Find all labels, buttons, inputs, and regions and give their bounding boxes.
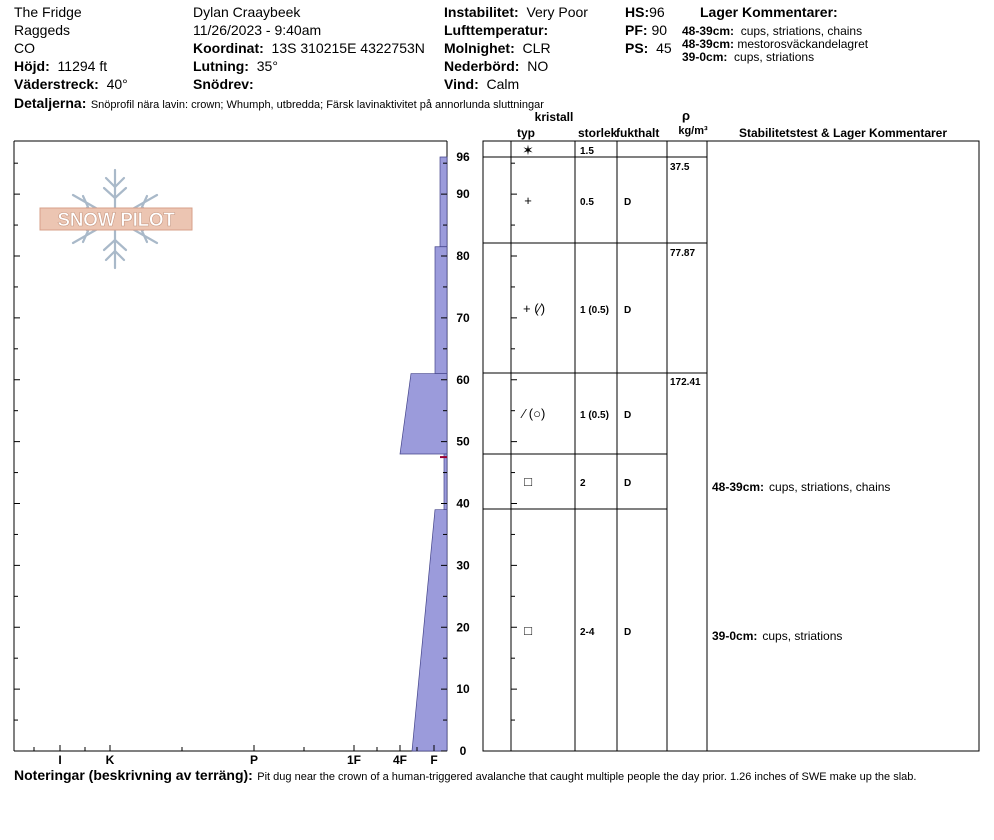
crystal-size: 1 (0.5) [580,410,609,421]
hardness-layer [444,454,447,510]
crystal-size: 1.5 [580,146,594,157]
hardness-tick-label: 4F [392,753,408,767]
ps: PS: 45 [625,40,672,56]
datetime: 11/26/2023 - 9:40am [193,22,322,38]
height-tick-label: 96 [456,150,470,164]
crystal-size: 1 (0.5) [580,305,609,316]
height-axis-labels [456,150,470,758]
hardness-tick-label: P [249,753,259,767]
moisture: D [624,627,632,638]
density-value: 77.87 [670,248,696,259]
height-tick-label: 0 [459,744,467,758]
air-temperature: Lufttemperatur: [444,22,549,38]
layer-comment: 48-39cm: cups, striations, chains [682,24,863,38]
crystal-size: 0.5 [580,197,594,208]
height-tick-label: 50 [456,434,470,449]
location: The Fridge [14,4,82,20]
snowpilot-logo-text: SNOW PILOT [57,210,175,231]
crystal-type-symbol: ⁄ (○) [523,406,546,421]
pf: PF: 90 [625,22,668,38]
header-fukthalt: fukthalt [616,126,660,140]
header-rho: ρ [681,108,691,123]
left-axis-ticks [14,163,447,751]
hs: HS:96 [625,4,665,20]
elevation: Höjd: 11294 ft [14,58,108,74]
height-tick-label: 60 [456,372,470,387]
slope: Lutning: 35° [193,58,278,74]
moisture: D [624,197,632,208]
hardness-tick-label: K [105,753,115,767]
layer-comments-title: Lager Kommentarer: [700,4,838,20]
hardness-layer [400,374,447,454]
precipitation: Nederbörd: NO [444,58,549,74]
moisture: D [624,478,632,489]
crystal-size: 2 [580,478,586,489]
hardness-layer [440,157,447,247]
state: CO [14,40,35,56]
crystal-type-symbol: □ [524,474,532,489]
height-tick-label: 90 [456,187,470,202]
moisture: D [624,410,632,421]
hardness-tick-label: F [430,753,438,767]
density-value: 37.5 [670,162,690,173]
header-kristall: kristall [534,110,574,124]
details: Detaljerna: Snöprofil nära lavin: crown; Whumph, utbredda; Färsk lavinaktivitet på annorlunda sluttningar [14,95,544,111]
header-density-unit: kg/m³ [678,125,708,137]
wind: Vind: Calm [444,76,520,92]
height-tick-label: 10 [456,682,470,697]
crystal-type-symbol: □ [524,623,532,638]
range: Raggeds [14,22,71,38]
layer-comment: 39-0cm: cups, striations [682,50,815,64]
notes: Noteringar (beskrivning av terräng): Pit dug near the crown of a human-triggered avalanche that caught multiple people the day prior. 1.26 inches of SWE make up the slab. [14,767,917,783]
header-storlek: storlek [578,126,618,140]
snowpilot-logo [40,170,192,268]
height-tick-label: 70 [456,310,470,325]
layer-table [483,141,979,751]
observer: Dylan Craaybeek [193,4,301,20]
height-tick-label: 40 [456,496,470,511]
hardness-axis-labels [34,745,438,767]
hardness-layer [412,510,447,751]
sky: Molnighet: CLR [444,40,551,56]
height-tick-label: 80 [456,249,470,263]
hardness-layer [435,247,447,374]
moisture: D [624,305,632,316]
aspect: Väderstreck: 40° [14,76,128,92]
height-tick-label: 30 [456,558,470,573]
stability-comment: 39-0cm: cups, striations [712,629,843,643]
hardness-tick-label: I [58,753,62,767]
wind-loading: Snödrev: [193,76,254,92]
hardness-tick-label: 1F [346,753,362,767]
crystal-size: 2-4 [580,627,595,638]
crystal-type-symbol: + (⁄) [523,301,546,316]
density-value: 172.41 [670,377,701,388]
hardness-profile [400,157,447,751]
table-height-ticks [511,163,517,751]
header-stability: Stabilitetstest & Lager Kommentarer [738,126,948,140]
crystal-type-symbol: + [524,193,532,208]
stability-comment: 48-39cm: cups, striations, chains [712,480,891,494]
header-typ: typ [517,126,535,140]
crystal-type-symbol: ✶ [522,142,534,158]
coordinates: Koordinat: 13S 310215E 4322753N [193,40,425,56]
height-tick-label: 20 [456,620,470,635]
instability: Instabilitet: Very Poor [444,4,588,20]
layer-comment: 48-39cm: mestorosväckandelagret [682,37,869,51]
